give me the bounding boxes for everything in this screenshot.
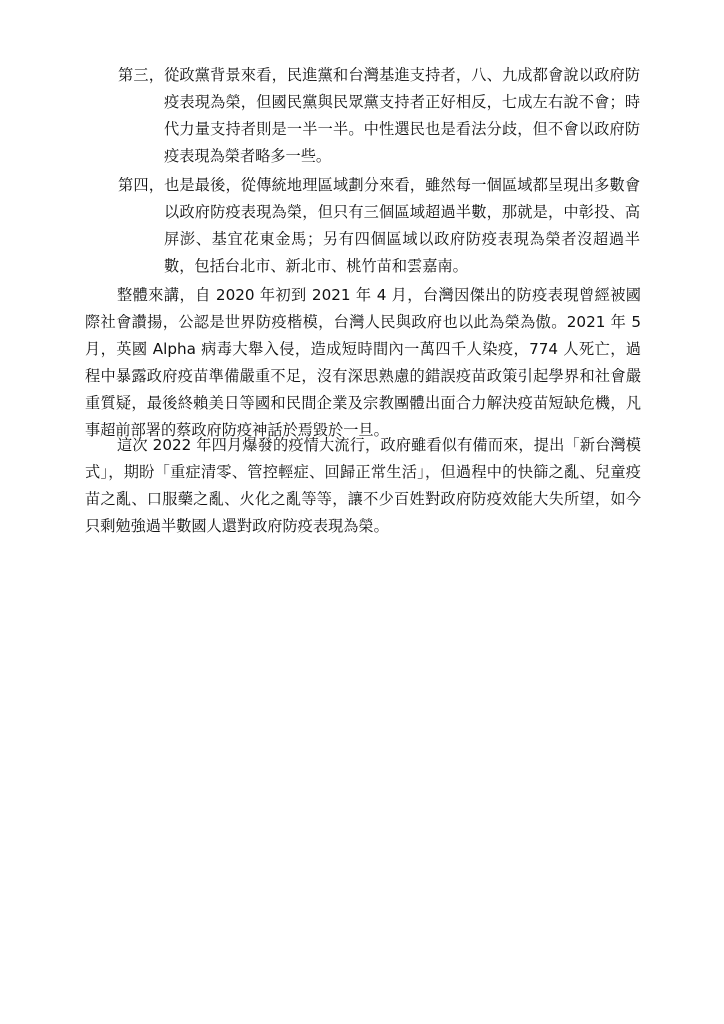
paragraph-overall-summary: 整體來講，自 2020 年初到 2021 年 4 月，台灣因傑出的防疫表現曾經被國際社會讚揚，公認是世界防疫楷模，台灣人民與政府也以此為榮為傲。2021 年 5 月，英國 Alpha 病毒大舉入侵，造成短時間內一萬四千人染疫，774 人死亡，過程中暴露政府疫苗準備嚴重不足，沒有深思熟慮的錯誤疫苗政策引起學界和社會嚴重質疑，最後終賴美日等國和民間企業及宗教團體出面合力解決疫苗短缺危機，凡事超前部署的蔡政府防疫神話於焉毀於一旦。 xyxy=(85,286,641,439)
list-item-fourth-point: 第四，也是最後，從傳統地理區域劃分來看，雖然每一個區域都呈現出多數會以政府防疫表現為榮，但只有三個區域超過半數，那就是，中彰投、高屏澎、基宜花東金馬；另有四個區域以政府防疫表現為榮者沒超過半數，包括台北市、新北市、桃竹苗和雲嘉南。 xyxy=(118,176,640,275)
list-item-third-point: 第三，從政黨背景來看，民進黨和台灣基進支持者，八、九成都會說以政府防疫表現為榮，但國民黨與民眾黨支持者正好相反，七成左右說不會；時代力量支持者則是一半一半。中性選民也是看法分歧，但不會以政府防疫表現為榮者略多一些。 xyxy=(118,66,640,165)
paragraph-2022-outbreak: 這次 2022 年四月爆發的疫情大流行，政府雖看似有備而來，提出「新台灣模式」，期盼「重症清零、管控輕症、回歸正常生活」，但過程中的快篩之亂、兒童疫苗之亂、口服藥之亂、火化之亂等等，讓不少百姓對政府防疫效能大失所望，如今只剩勉強過半數國人還對政府防疫表現為榮。 xyxy=(85,436,641,535)
